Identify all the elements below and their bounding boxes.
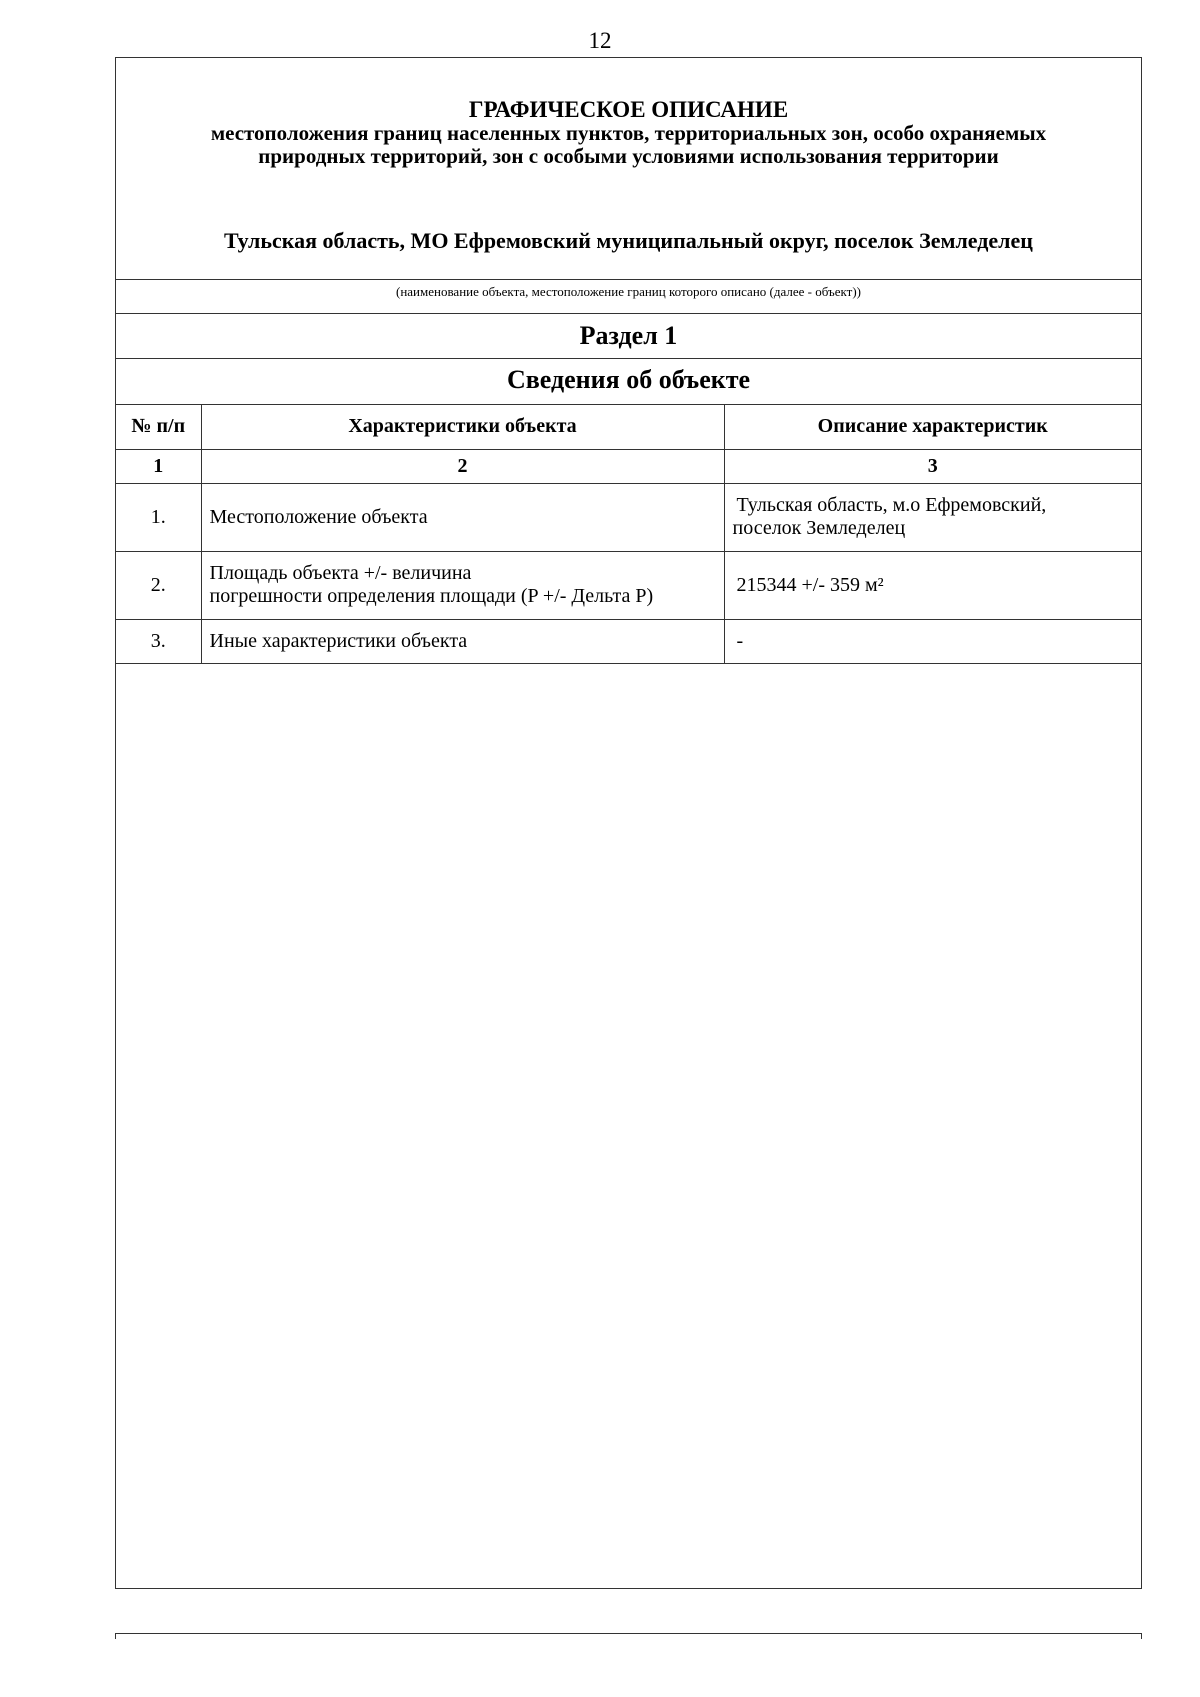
row-number: 1. xyxy=(116,483,201,551)
description-line: Тульская область, м.о Ефремовский, xyxy=(736,494,1047,516)
description-line: - xyxy=(736,629,744,652)
column-number-row xyxy=(116,449,1141,483)
characteristic-cell xyxy=(201,619,724,663)
characteristic-line: Местоположение объекта xyxy=(209,505,428,528)
header-cell: Описание характеристик xyxy=(724,404,1141,449)
footer-frame-line xyxy=(115,1633,1142,1639)
column-number-cell: 3 xyxy=(724,449,1141,483)
table-row xyxy=(116,551,1141,619)
document-title: ГРАФИЧЕСКОЕ ОПИСАНИЕ xyxy=(468,97,789,122)
document-header xyxy=(116,58,1141,279)
table-header-row xyxy=(116,404,1141,449)
object-info-table xyxy=(116,404,1141,664)
subtitle-line-2: природных территорий, зон с особыми условиями использования территории xyxy=(258,144,999,168)
row-number: 2. xyxy=(116,551,201,619)
divider xyxy=(116,279,1141,280)
table-row xyxy=(116,483,1141,551)
subtitle-line-1: местоположения границ населенных пунктов, территориальных зон, особо охраняемых xyxy=(210,121,1047,145)
characteristic-line: Площадь объекта +/- величина xyxy=(209,562,472,584)
object-name: Тульская область, МО Ефремовский муниципальный округ, поселок Земледелец xyxy=(224,228,1033,253)
column-number-cell: 1 xyxy=(116,449,201,483)
row-number: 3. xyxy=(116,619,201,663)
section-title: Сведения об объекте xyxy=(506,365,751,394)
characteristic-cell xyxy=(201,551,724,619)
description-line: поселок Земледелец xyxy=(732,517,906,539)
header-cell: Характеристики объекта xyxy=(201,404,724,449)
description-cell xyxy=(724,551,1141,619)
document-frame xyxy=(115,57,1142,1589)
divider xyxy=(116,358,1141,359)
description-line: 215344 +/- 359 м² xyxy=(736,573,884,596)
document-subtitle xyxy=(116,122,1141,168)
header-cell: № п/п xyxy=(116,404,201,449)
object-caption: (наименование объекта, местоположение границ которого описано (далее - объект)) xyxy=(396,284,861,299)
divider xyxy=(116,313,1141,314)
page-number: 12 xyxy=(588,28,612,53)
description-cell xyxy=(724,483,1141,551)
column-number-cell: 2 xyxy=(201,449,724,483)
characteristic-line: погрешности определения площади (P +/- Дельта P) xyxy=(209,585,654,607)
description-cell xyxy=(724,619,1141,663)
characteristic-line: Иные характеристики объекта xyxy=(209,629,468,652)
characteristic-cell xyxy=(201,483,724,551)
table-row xyxy=(116,619,1141,663)
section-number: Раздел 1 xyxy=(579,321,678,350)
